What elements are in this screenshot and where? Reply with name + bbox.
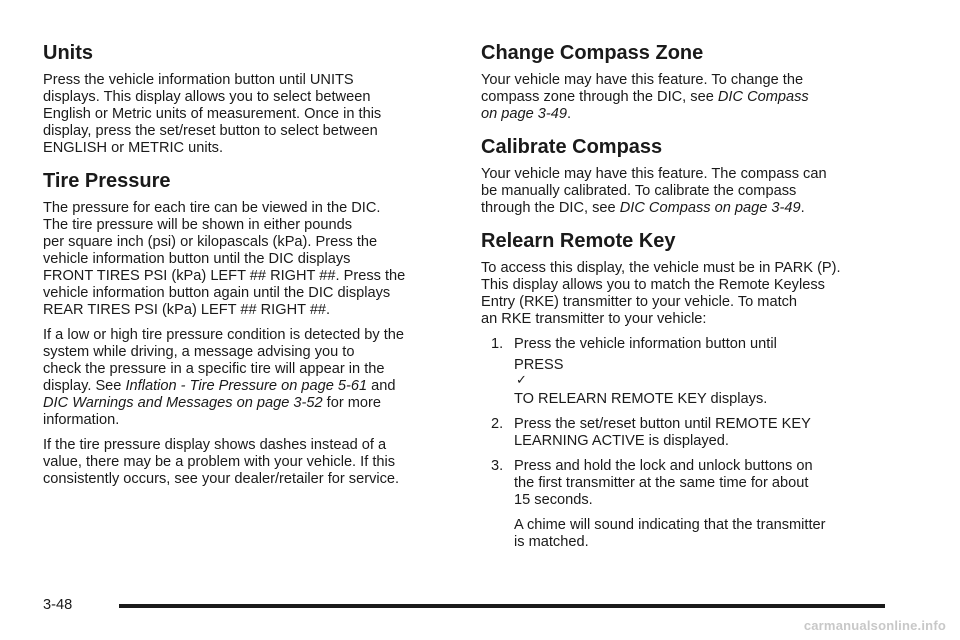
calibrate-compass-paragraph: Your vehicle may have this feature. The compass can be manually calibrated. To calibrate the compass through the DIC, see DIC Compass on page 3-49. (481, 166, 827, 216)
tire-pressure-paragraph-1: The pressure for each tire can be viewed in the DIC. The tire pressure will be shown in either pounds per square inch (psi) or kilopascals (kPa). Press the vehicle information button until the DIC displays FRONT TIRES PSI (kPa) LEFT ## RIGHT ##. Press the vehicle information button again until the DIC displays REAR TIRES PSI (kPa) LEFT ## RIGHT ##. (43, 200, 406, 318)
relearn-intro-paragraph: To access this display, the vehicle must be in PARK (P). This display allows you to match the Remote Keyless Entry (RKE) transmitter to your vehicle. To match an RKE transmitter to your vehicle: (481, 260, 841, 327)
dic-compass-page-reference-link[interactable]: on page 3-49 (481, 106, 568, 122)
compass-zone-paragraph: Your vehicle may have this feature. To change the compass zone through the DIC, see DIC Compass on page 3-49. (481, 72, 809, 122)
relearn-remote-key-heading: Relearn Remote Key (481, 230, 676, 252)
list-item: 1. Press the vehicle information button until PRESS ✓ TO RELEARN REMOTE KEY displays. (481, 336, 891, 408)
dic-compass-reference-link[interactable]: DIC Compass (717, 89, 809, 105)
tire-pressure-heading: Tire Pressure (43, 170, 171, 192)
inflation-reference-link[interactable]: Inflation - Tire Pressure on page 5-61 (125, 378, 368, 394)
relearn-steps-list (481, 336, 891, 551)
calibrate-compass-heading: Calibrate Compass (481, 136, 663, 158)
page-number: 3-48 (43, 597, 73, 613)
units-paragraph: Press the vehicle information button until UNITS displays. This display allows you to select between English or Metric units of measurement. Once in this display, press the set/reset button to select between ENGLISH or METRIC units. (43, 72, 382, 156)
left-column (43, 40, 453, 488)
dic-warnings-reference-link[interactable]: DIC Warnings and Messages on page 3-52 (43, 395, 323, 411)
list-item: 3. Press and hold the lock and unlock buttons on the first transmitter at the same time for about 15 seconds. A chime will sound indicating that the transmitter is matched. (491, 458, 826, 550)
units-heading: Units (43, 42, 93, 64)
watermark: carmanualsonline.info (803, 618, 946, 633)
checkmark-icon: ✓ (516, 372, 527, 387)
calibrate-dic-compass-reference-link[interactable]: DIC Compass on page 3-49 (619, 200, 801, 216)
right-column (481, 40, 891, 551)
tire-pressure-paragraph-2: If a low or high tire pressure condition is detected by the system while driving, a message advising you to check the pressure in a specific tire will appear in the display. See Inflation - Tire Pressure on page 5-61 and DIC Warnings and Messages on page 3-52 for more information. (43, 327, 404, 428)
tire-pressure-paragraph-3: If the tire pressure display shows dashes instead of a value, there may be a problem with your vehicle. If this consistently occurs, see your dealer/retailer for service. (43, 437, 400, 487)
footer-divider (119, 604, 885, 608)
list-item: 2. Press the set/reset button until REMOTE KEY LEARNING ACTIVE is displayed. (491, 416, 811, 449)
change-compass-zone-heading: Change Compass Zone (481, 42, 704, 64)
